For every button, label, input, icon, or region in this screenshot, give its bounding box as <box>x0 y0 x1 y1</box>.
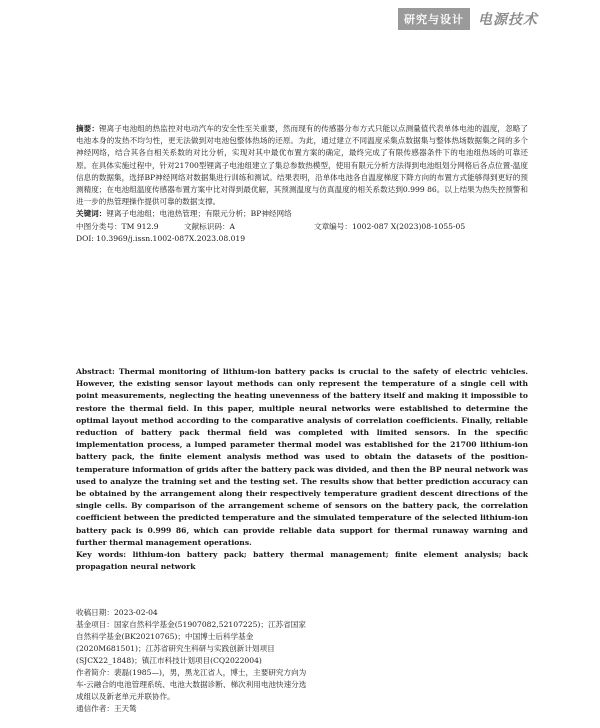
document-code: 文献标识码：A <box>184 221 236 231</box>
article-number: 文章编号：1002-087 X(2023)08-1055-05 <box>314 221 466 231</box>
doi: DOI: 10.3969/j.issn.1002-087X.2023.08.019 <box>76 233 246 243</box>
article-footnote <box>76 607 308 715</box>
corresponding-author: 通信作者：王天鸶 <box>76 704 137 713</box>
chinese-abstract-block <box>76 123 528 245</box>
abstract-en-text: Thermal monitoring of lithium-ion battery packs is crucial to the safety of electric vehicles. However, the existing sensor layout methods can only represent the temperature of a single cell with point measurements, neglecting the heating unevenness of the battery itself and making it impossible to restore the thermal field. In this paper, multiple neural networks were established to determine the optimal layout method according to the comparative analysis of correlation coefficients. Finally, reliable reduction of battery pack thermal field was completed with limited sensors. In the specific implementation process, a lumped parameter thermal model was established for the 21700 lithium-ion battery pack, the finite element analysis method was used to obtain the datasets of the position-temperature information of grids after the battery pack was divided, and then the BP neural network was used to analyze the training set and the testing set. The results show that better prediction accuracy can be obtained by the arrangement along their respectively temperature gradient descent directions of the single cells. By comparison of the arrangement scheme of sensors on the battery pack, the correlation coefficient between the predicted temperature and the simulated temperature of the selected lithium-ion battery pack is 0.999 86, which can provide reliable data support for thermal runaway warning and further thermal management operations. <box>76 367 528 547</box>
classification-row <box>76 221 528 233</box>
keywords-cn-text: 锂离子电池组；电池热管理；有限元分析；BP神经网络 <box>106 209 292 219</box>
section-tag: 研究与设计 <box>398 8 470 30</box>
journal-name: 电源技术 <box>478 12 538 28</box>
keywords-en-text: lithium-ion battery pack; battery thermal management; finite element analysis; back propagation neural network <box>76 550 528 572</box>
funding-info: 基金项目：国家自然科学基金(51907082,52107225)；江苏省国家自然科学基金(BK20210765)；中国博士后科学基金(2020M681501)；江苏省研究生科研与实践创新计划项目(SJCX22_1848)；镇江市科技计划项目(CQ2022004) <box>76 620 306 665</box>
keywords-en <box>76 549 528 573</box>
received-date: 收稿日期：2023-02-04 <box>76 608 158 617</box>
clc-number: 中图分类号：TM 912.9 <box>76 221 159 231</box>
journal-header <box>398 8 558 30</box>
abstract-cn <box>76 123 528 208</box>
abstract-cn-label: 摘要： <box>76 124 99 133</box>
abstract-en-label: Abstract: <box>76 367 115 376</box>
english-abstract-block <box>76 366 528 573</box>
abstract-cn-text: 锂离子电池组的热监控对电动汽车的安全性至关重要，然而现有的传感器分布方式只能以点测量值代表单体电池的温度，忽略了电池本身的发热不均匀性，更无法做到对电池包整体热场的还原。为此，通过建立不同温度采集点数据集与整体热场数据集之间的多个神经网络，结合其各自相关系数的对比分析，实现对其中最优布置方案的确定，最终完成了有限传感器条件下的电池组热场的可靠还原。在具体实施过程中，针对21700型锂离子电池组建立了集总参数热模型，使用有限元分析方法得到电池组划分网格后各点位置-温度信息的数据集，选择BP神经网络对数据集进行训练和测试。结果表明，沿单体电池各自温度梯度下降方向的布置方式能够得到更好的预测精度；在电池组温度传感器布置方案中比对得到最优解，其预测温度与仿真温度的相关系数达到0.999 86。以上结果为热失控预警和进一步的热管理操作提供可靠的数据支撑。 <box>76 124 529 207</box>
keywords-cn <box>76 208 528 220</box>
abstract-en <box>76 366 528 549</box>
keywords-en-label: Key words: <box>76 550 127 560</box>
keywords-cn-label: 关键词： <box>76 209 107 219</box>
author-bio: 作者简介：裴磊(1985—)，男，黑龙江省人，博士，主要研究方向为车-云融合的电池管理系统、电池大数据诊断、梯次利用电池快速分选成组以及新老单元并联协作。 <box>76 668 307 701</box>
